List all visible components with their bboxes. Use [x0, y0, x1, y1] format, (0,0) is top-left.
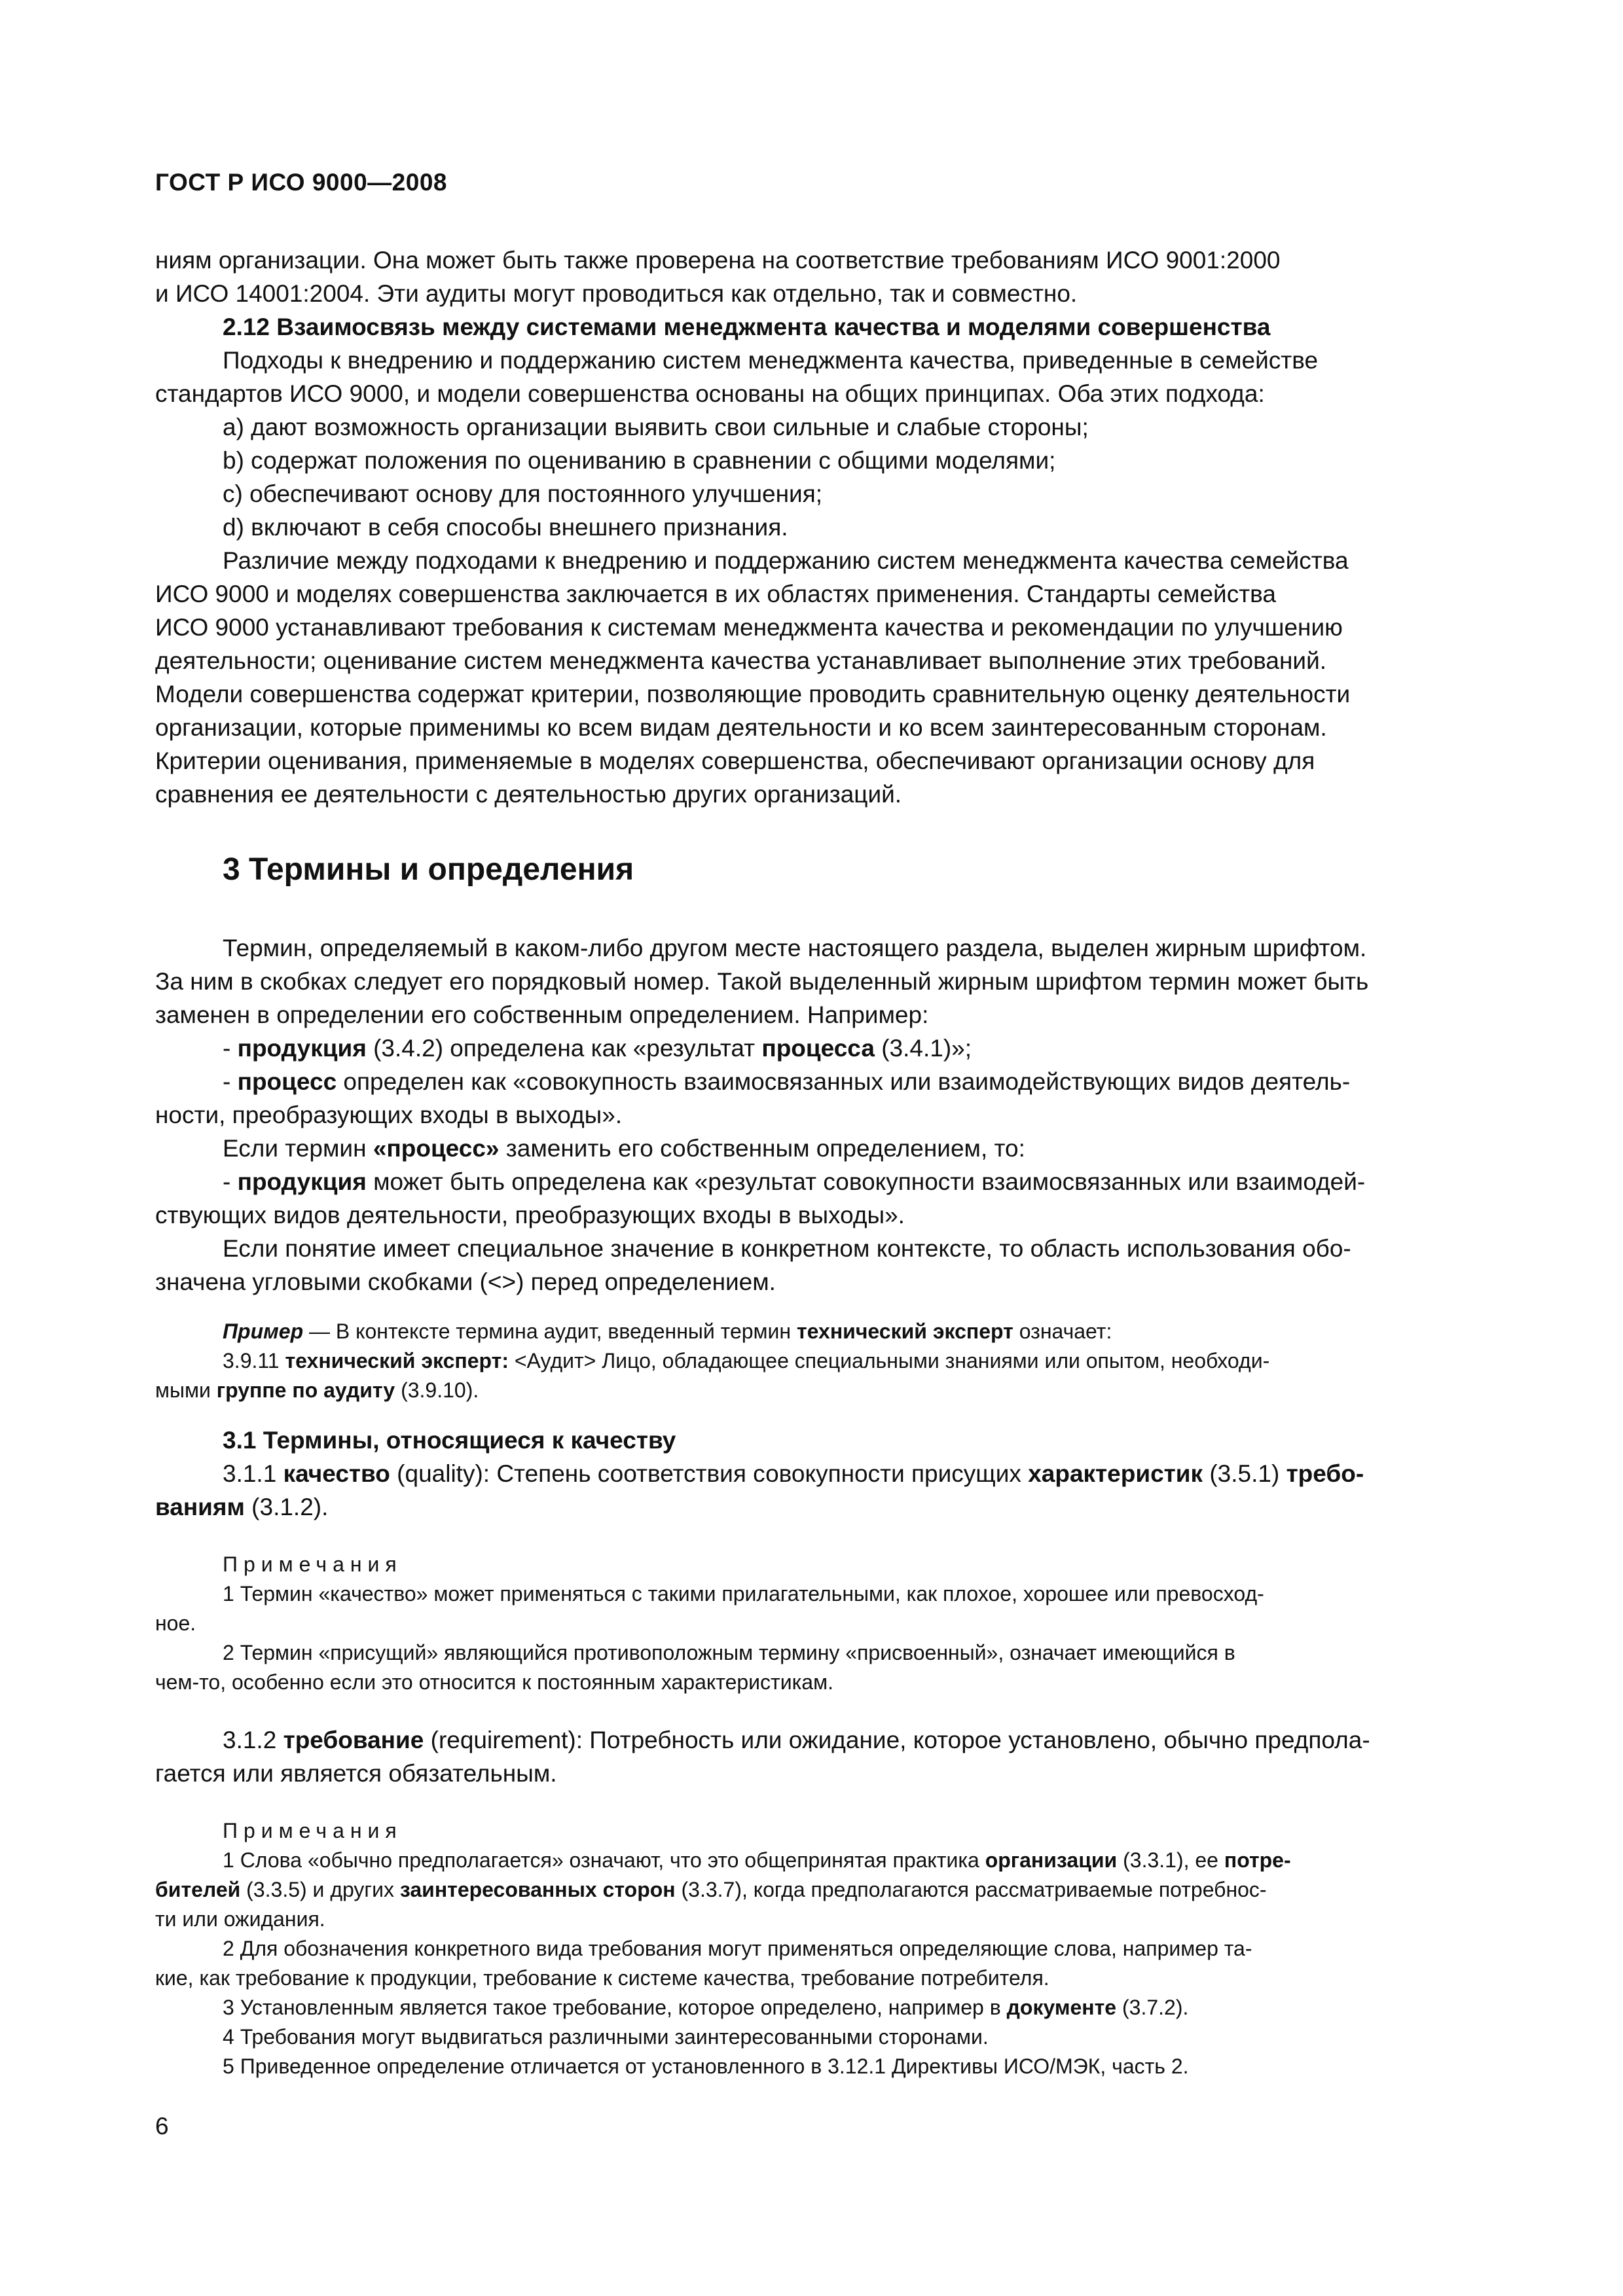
spacer	[155, 1524, 1474, 1550]
paragraph-line: Подходы к внедрению и поддержанию систем менеджмента качества, приведенные в семействе	[223, 347, 1319, 374]
definition-requirement-line: гается или является обязательным.	[155, 1760, 557, 1787]
paragraph-line: стандартов ИСО 9000, и модели совершенства основаны на общих принципах. Оба этих подхода:	[155, 380, 1265, 407]
note-line: 1 Слова «обычно предполагается» означают, что это общепринятая практика организации (3.3.1), ее потре-	[223, 1848, 1291, 1872]
term-bold: характеристик	[1028, 1460, 1203, 1487]
document-header: ГОСТ Р ИСО 9000—2008	[155, 169, 447, 196]
section-3-title: 3 Термины и определения	[223, 852, 634, 887]
term-bold: ваниям	[155, 1494, 245, 1520]
term-bold: технический эксперт	[796, 1319, 1013, 1343]
note-line: бителей (3.3.5) и других заинтересованных сторон (3.3.7), когда предполагаются рассматриваемые потребнос-	[155, 1878, 1267, 1901]
paragraph-line: заменен в определении его собственным определением. Например:	[155, 1001, 929, 1028]
note-line: 3 Установленным является такое требование, которое определено, например в документе (3.7.2).	[223, 1996, 1189, 2019]
note-line: чем-то, особенно если это относится к постоянным характеристикам.	[155, 1670, 833, 1694]
section-3-1-title: 3.1 Термины, относящиеся к качеству	[223, 1427, 676, 1454]
term-bold: продукция	[237, 1168, 367, 1195]
term-bold: процесса	[761, 1035, 875, 1062]
term-bold: заинтересованных сторон	[399, 1878, 676, 1901]
term-bold: требо-	[1286, 1460, 1364, 1487]
term-bold: «процесс»	[373, 1135, 500, 1162]
spacer	[155, 1697, 1474, 1723]
paragraph-line: сравнения ее деятельности с деятельностью других организаций.	[155, 781, 902, 808]
definition-requirement: 3.1.2 требование (requirement): Потребность или ожидание, которое установлено, обычно предпола-	[223, 1727, 1370, 1753]
spacer	[155, 1790, 1474, 1816]
example-label: Пример	[223, 1319, 304, 1343]
paragraph-intro-line: и ИСО 14001:2004. Эти аудиты могут проводиться как отдельно, так и совместно.	[155, 280, 1078, 307]
notes-label: Примечания	[223, 1552, 403, 1576]
paragraph-line: Различие между подходами к внедрению и поддержанию систем менеджмента качества семейства	[223, 547, 1349, 574]
paragraph-line: За ним в скобках следует его порядковый номер. Такой выделенный жирным шрифтом термин может быть	[155, 968, 1369, 995]
notes-label: Примечания	[223, 1819, 403, 1842]
paragraph-line: ИСО 9000 устанавливают требования к системам менеджмента качества и рекомендации по улучшению	[155, 614, 1343, 641]
note-line: кие, как требование к продукции, требование к системе качества, требование потребителя.	[155, 1966, 1049, 1990]
term-bold: продукция	[237, 1035, 367, 1062]
term-bold: группе по аудиту	[216, 1378, 395, 1402]
list-item: c) обеспечивают основу для постоянного улучшения;	[223, 480, 823, 507]
example-note: Пример — В контексте термина аудит, введенный термин технический эксперт означает:	[223, 1319, 1112, 1343]
list-item: a) дают возможность организации выявить свои сильные и слабые стороны;	[223, 414, 1089, 440]
term-bold: технический эксперт:	[285, 1349, 509, 1372]
paragraph-line: организации, которые применимы ко всем видам деятельности и ко всем заинтересованным сторонам.	[155, 714, 1327, 741]
term-bold: организации	[985, 1848, 1118, 1872]
paragraph-line: Термин, определяемый в каком-либо другом месте настоящего раздела, выделен жирным шрифтом.	[223, 935, 1367, 961]
paragraph-line: Модели совершенства содержат критерии, позволяющие проводить сравнительную оценку деятельности	[155, 681, 1351, 708]
example-line-process: - процесс определен как «совокупность взаимосвязанных или взаимодействующих видов деятель-	[223, 1068, 1351, 1095]
paragraph-line: Если понятие имеет специальное значение в конкретном контексте, то область использования обо-	[223, 1235, 1351, 1262]
example-line-product-2: - продукция может быть определена как «результат совокупности взаимосвязанных или взаимодей-	[223, 1168, 1366, 1195]
note-line: ное.	[155, 1611, 196, 1635]
term-bold: бителей	[155, 1878, 241, 1901]
term-bold: процесс	[237, 1068, 337, 1095]
paragraph-line: деятельности; оценивание систем менеджмента качества устанавливает выполнение этих требований.	[155, 647, 1327, 674]
paragraph-intro-line: ниям организации. Она может быть также проверена на соответствие требованиям ИСО 9001:2000	[155, 247, 1281, 274]
section-2-12-title: 2.12 Взаимосвязь между системами менеджмента качества и моделями совершенства	[223, 314, 1271, 340]
paragraph-line: Критерии оценивания, применяемые в моделях совершенства, обеспечивают организации основу для	[155, 747, 1315, 774]
paragraph-line: ности, преобразующих входы в выходы».	[155, 1102, 623, 1128]
term-bold: документе	[1006, 1996, 1117, 2019]
note-line: 2 Для обозначения конкретного вида требования могут применяться определяющие слова, например та-	[223, 1937, 1252, 1960]
definition-quality: 3.1.1 качество (quality): Степень соответствия совокупности присущих характеристик (3.5.1) требо-	[223, 1460, 1364, 1487]
spacer	[155, 1299, 1474, 1317]
paragraph-line: ствующих видов деятельности, преобразующих входы в выходы».	[155, 1202, 905, 1229]
example-line-product: - продукция (3.4.2) определена как «результат процесса (3.4.1)»;	[223, 1035, 972, 1062]
paragraph-line: ИСО 9000 и моделях совершенства заключается в их областях применения. Стандарты семейства	[155, 581, 1276, 607]
spacer	[155, 1405, 1474, 1424]
definition-quality-line: ваниям (3.1.2).	[155, 1494, 329, 1520]
note-line: ти или ожидания.	[155, 1907, 325, 1931]
note-line: 1 Термин «качество» может применяться с такими прилагательными, как плохое, хорошее или превосход-	[223, 1582, 1264, 1605]
example-line-replace: Если термин «процесс» заменить его собственным определением, то:	[223, 1135, 1025, 1162]
term-bold: требование	[283, 1727, 424, 1753]
example-note-line: 3.9.11 технический эксперт: <Аудит> Лицо, обладающее специальными знаниями или опытом, необходи-	[223, 1349, 1270, 1372]
paragraph-line: значена угловыми скобками (<>) перед определением.	[155, 1268, 776, 1295]
list-item: d) включают в себя способы внешнего признания.	[223, 514, 788, 541]
term-bold: качество	[283, 1460, 390, 1487]
note-line: 5 Приведенное определение отличается от установленного в 3.12.1 Директивы ИСО/МЭК, часть 2.	[223, 2054, 1189, 2078]
note-line: 4 Требования могут выдвигаться различными заинтересованными сторонами.	[223, 2025, 989, 2049]
example-note-line: мыми группе по аудиту (3.9.10).	[155, 1378, 479, 1402]
term-bold: потре-	[1224, 1848, 1291, 1872]
note-line: 2 Термин «присущий» являющийся противоположным термину «присвоенный», означает имеющийся в	[223, 1641, 1235, 1664]
list-item: b) содержат положения по оцениванию в сравнении с общими моделями;	[223, 447, 1056, 474]
page-content	[155, 243, 1474, 2081]
page-number: 6	[155, 2113, 169, 2140]
